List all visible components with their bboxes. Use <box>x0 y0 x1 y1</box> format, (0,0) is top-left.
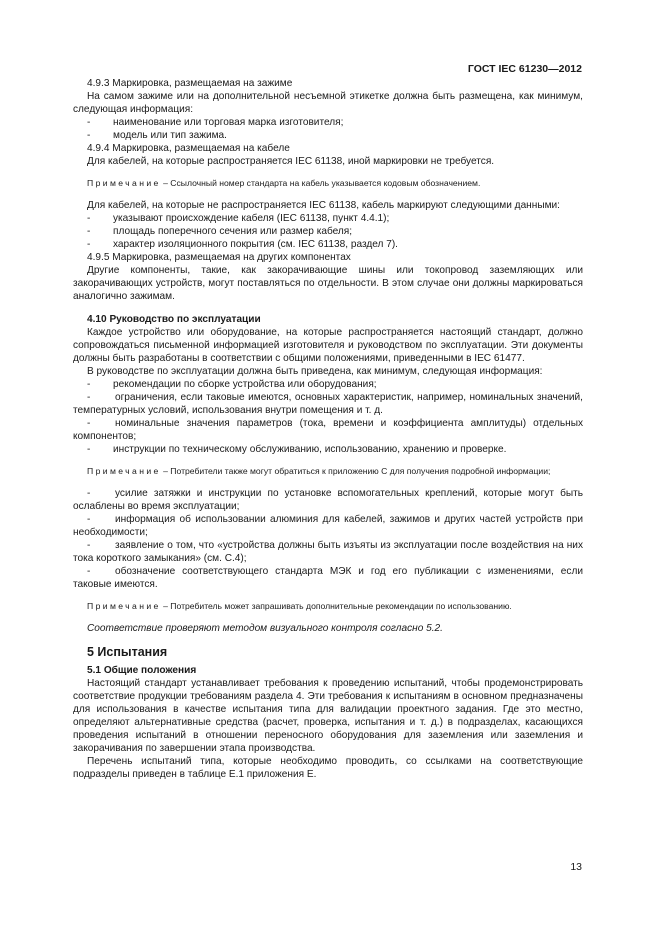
heading-4-9-5: 4.9.5 Маркировка, размещаемая на других компонентах <box>87 252 351 263</box>
paragraph: Настоящий стандарт устанавливает требования к проведению испытаний, чтобы продемонстрировать соответствие продукции требованиям раздела 4. Эти требования к испытаниям в основном предназначены для использования в качестве испытания типа для валидации проектного задания. Где это местно, определяют альтернативные средства (расчет, проверка, испытания и т. д.) в подразделах, касающихся проведения испытаний в отношении переносного оборудования для заземления или заземления и закорачивания по завершении этапа производства. <box>73 678 583 754</box>
list-item: - ограничения, если таковые имеются, основных характеристик, например, номинальных значений, температурных условий, использования внутри помещения и т. д. <box>73 392 583 416</box>
list-item: - усилие затяжки и инструкции по установке вспомогательных креплений, которые могут быть ослаблены во время эксплуатации; <box>73 488 583 512</box>
list-item: - характер изоляционного покрытия (см. IEC 61138, раздел 7). <box>87 239 398 250</box>
list-item: - площадь поперечного сечения или размер кабеля; <box>87 226 353 237</box>
list-item: - рекомендации по сборке устройства или оборудования; <box>87 379 377 390</box>
paragraph: Для кабелей, на которые распространяется IEC 61138, иной маркировки не требуется. <box>87 156 495 167</box>
list-item: - указывают происхождение кабеля (IEC 61138, пункт 4.4.1); <box>87 213 390 224</box>
heading-4-10: 4.10 Руководство по эксплуатации <box>87 314 261 325</box>
note: Примечание – Потребители также могут обратиться к приложению С для получения подробной информации; <box>87 466 551 476</box>
heading-4-9-4: 4.9.4 Маркировка, размещаемая на кабеле <box>87 143 290 154</box>
list-item: - наименование или торговая марка изготовителя; <box>87 117 344 128</box>
paragraph: Каждое устройство или оборудование, на которые распространяется настоящий стандарт, должно сопровождаться письменной информацией изготовителя и руководством по эксплуатации. Эти документы должны быть разработаны в соответствии с общими положениями, приведенными в IEC 61477. <box>73 327 583 364</box>
list-item: - инструкции по техническому обслуживанию, использованию, хранению и проверке. <box>87 444 507 455</box>
note: Примечание – Ссылочный номер стандарта на кабель указывается кодовым обозначением. <box>87 178 481 188</box>
paragraph: Для кабелей, на которые не распространяется IEC 61138, кабель маркируют следующими данными: <box>87 200 560 211</box>
paragraph: В руководстве по эксплуатации должна быть приведена, как минимум, следующая информация: <box>87 366 543 377</box>
list-item: - модель или тип зажима. <box>87 130 227 141</box>
note: Примечание – Потребитель может запрашивать дополнительные рекомендации по использованию. <box>87 601 512 611</box>
conformity-statement: Соответствие проверяют методом визуального контроля согласно 5.2. <box>87 623 443 634</box>
heading-5-1: 5.1 Общие положения <box>87 665 197 676</box>
list-item: - заявление о том, что «устройства должны быть изъяты из эксплуатации после воздействия на них тока короткого замыкания» (см. С.4); <box>73 540 583 564</box>
paragraph: Другие компоненты, такие, как закорачивающие шины или токопровод заземляющих или закорачивающих устройств, могут поставляться по отдельности. В этом случае они должны маркироваться аналогично зажимам. <box>73 265 583 302</box>
section-title-5: 5 Испытания <box>87 645 168 659</box>
heading-4-9-3: 4.9.3 Маркировка, размещаемая на зажиме <box>87 78 293 89</box>
page-header: ГОСТ IEC 61230—2012 <box>467 63 582 75</box>
list-item: - информация об использовании алюминия для кабелей, зажимов и других частей устройств при необходимости; <box>73 514 583 538</box>
list-item: - обозначение соответствующего стандарта МЭК и год его публикации с изменениями, если таковые имеются. <box>73 566 583 590</box>
list-item: - номинальные значения параметров (тока, времени и коэффициента амплитуды) отдельных компонентов; <box>73 418 583 442</box>
page-number: 13 <box>570 861 582 873</box>
page-content <box>73 77 583 781</box>
paragraph: Перечень испытаний типа, которые необходимо проводить, со ссылками на соответствующие подразделы приведен в таблице Е.1 приложения Е. <box>73 756 583 780</box>
paragraph: На самом зажиме или на дополнительной несъемной этикетке должна быть размещена, как минимум, следующая информация: <box>73 91 583 115</box>
